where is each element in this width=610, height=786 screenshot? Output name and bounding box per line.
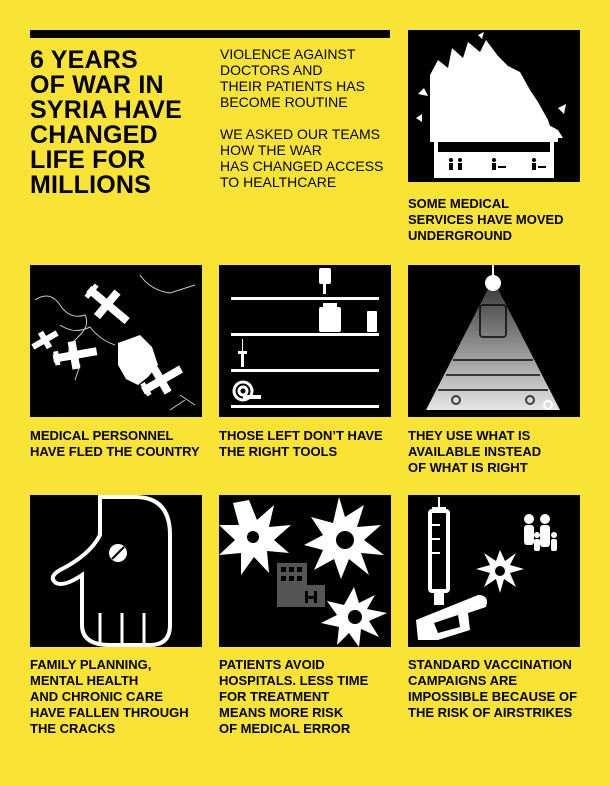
hand-pill-icon (30, 495, 202, 647)
caption-vaccination: STANDARD VACCINATION CAMPAIGNS ARE IMPOSSIBLE BECAUSE OF THE RISK OF AIRSTRIKES (408, 657, 578, 720)
explosions-hospital-icon (219, 495, 391, 647)
lamp-operating-table-icon (408, 265, 580, 417)
caption-what-is-available: THEY USE WHAT IS AVAILABLE INSTEAD OF WHAT IS RIGHT (408, 428, 542, 475)
intro-text: VIOLENCE AGAINST DOCTORS AND THEIR PATIENTS HAS BECOME ROUTINE WE ASKED OUR TEAMS HOW THE WAR HAS CHANGED ACCESS TO HEALTHCARE (220, 46, 384, 190)
map-planes-icon (30, 265, 202, 417)
caption-underground: SOME MEDICAL SERVICES HAVE MOVED UNDERGROUND (408, 196, 564, 243)
caption-right-tools: THOSE LEFT DON’T HAVE THE RIGHT TOOLS (219, 428, 383, 459)
caption-personnel-fled: MEDICAL PERSONNEL HAVE FLED THE COUNTRY (30, 428, 200, 459)
empty-shelves-icon (219, 265, 391, 417)
underground-clinic-icon (408, 30, 580, 182)
caption-family-planning: FAMILY PLANNING, MENTAL HEALTH AND CHRONIC CARE HAVE FALLEN THROUGH THE CRACKS (30, 657, 189, 736)
header-rule (30, 30, 390, 38)
caption-patients-avoid: PATIENTS AVOID HOSPITALS. LESS TIME FOR TREATMENT MEANS MORE RISK OF MEDICAL ERROR (219, 657, 369, 736)
syringe-family-icon (408, 495, 580, 647)
page-title: 6 YEARS OF WAR IN SYRIA HAVE CHANGED LIFE FOR MILLIONS (30, 46, 183, 199)
